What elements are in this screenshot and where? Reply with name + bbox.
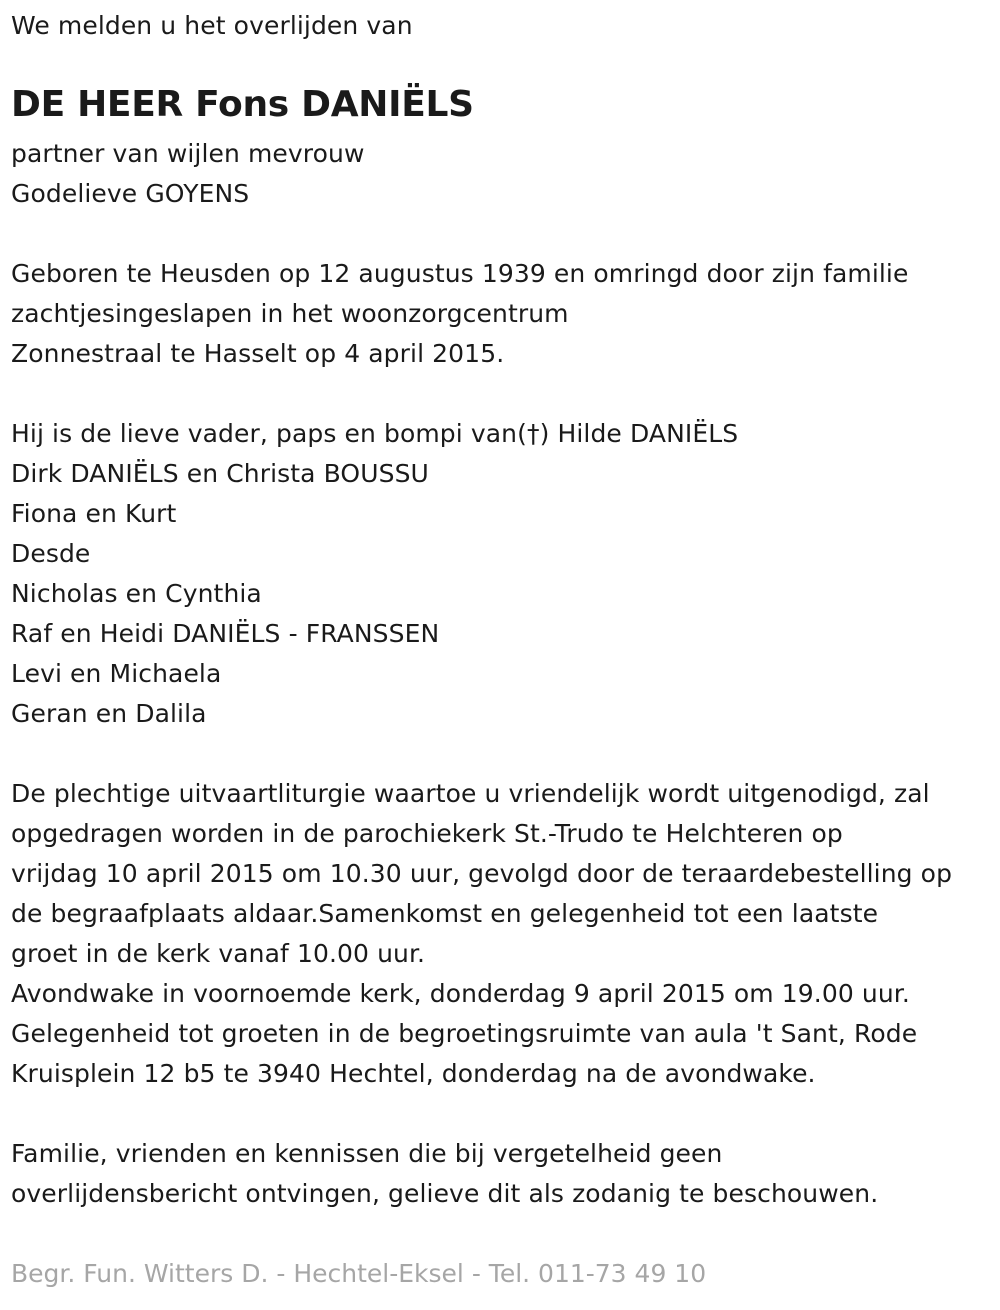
funeral-line: de begraafplaats aldaar.Samenkomst en gelegenheid tot een laatste (11, 899, 879, 928)
funeral-line: vrijdag 10 april 2015 om 10.30 uur, gevolgd door de teraardebestelling op (11, 859, 953, 888)
children-line: Levi en Michaela (11, 659, 222, 688)
children-line: Dirk DANIËLS en Christa BOUSSU (11, 459, 429, 488)
family-note-line: overlijdensbericht ontvingen, gelieve dit als zodanig te beschouwen. (11, 1179, 879, 1208)
children-line: Desde (11, 539, 91, 568)
children-block (11, 414, 738, 734)
deceased-name: DE HEER Fons DANIËLS (11, 84, 474, 125)
partner-line: Godelieve GOYENS (11, 179, 250, 208)
intro-text: We melden u het overlijden van (11, 11, 413, 40)
birth-line: Geboren te Heusden op 12 augustus 1939 en omringd door zijn familie (11, 259, 909, 288)
family-note-block (11, 1134, 878, 1214)
funeral-line: De plechtige uitvaartliturgie waartoe u vriendelijk wordt uitgenodigd, zal (11, 779, 930, 808)
birth-line: Zonnestraal te Hasselt op 4 april 2015. (11, 339, 505, 368)
funeral-line: Gelegenheid tot groeten in de begroetingsruimte van aula 't Sant, Rode (11, 1019, 918, 1048)
birth-death-block (11, 254, 908, 374)
birth-line: zachtjesingeslapen in het woonzorgcentrum (11, 299, 569, 328)
children-line: Geran en Dalila (11, 699, 207, 728)
children-line: Nicholas en Cynthia (11, 579, 262, 608)
funeral-line: groet in de kerk vanaf 10.00 uur. (11, 939, 426, 968)
partner-line: partner van wijlen mevrouw (11, 139, 365, 168)
funeral-line: opgedragen worden in de parochiekerk St.-Trudo te Helchteren op (11, 819, 843, 848)
family-note-line: Familie, vrienden en kennissen die bij vergetelheid geen (11, 1139, 723, 1168)
children-line: Raf en Heidi DANIËLS - FRANSSEN (11, 619, 440, 648)
funeral-line: Kruisplein 12 b5 te 3940 Hechtel, donderdag na de avondwake. (11, 1059, 816, 1088)
children-line: Hij is de lieve vader, paps en bompi van(†) Hilde DANIËLS (11, 419, 739, 448)
funeral-home-footer: Begr. Fun. Witters D. - Hechtel-Eksel - Tel. 011-73 49 10 (11, 1259, 707, 1288)
partner-block (11, 134, 365, 214)
funeral-line: Avondwake in voornoemde kerk, donderdag 9 april 2015 om 19.00 uur. (11, 979, 910, 1008)
children-line: Fiona en Kurt (11, 499, 177, 528)
funeral-block (11, 774, 952, 1094)
